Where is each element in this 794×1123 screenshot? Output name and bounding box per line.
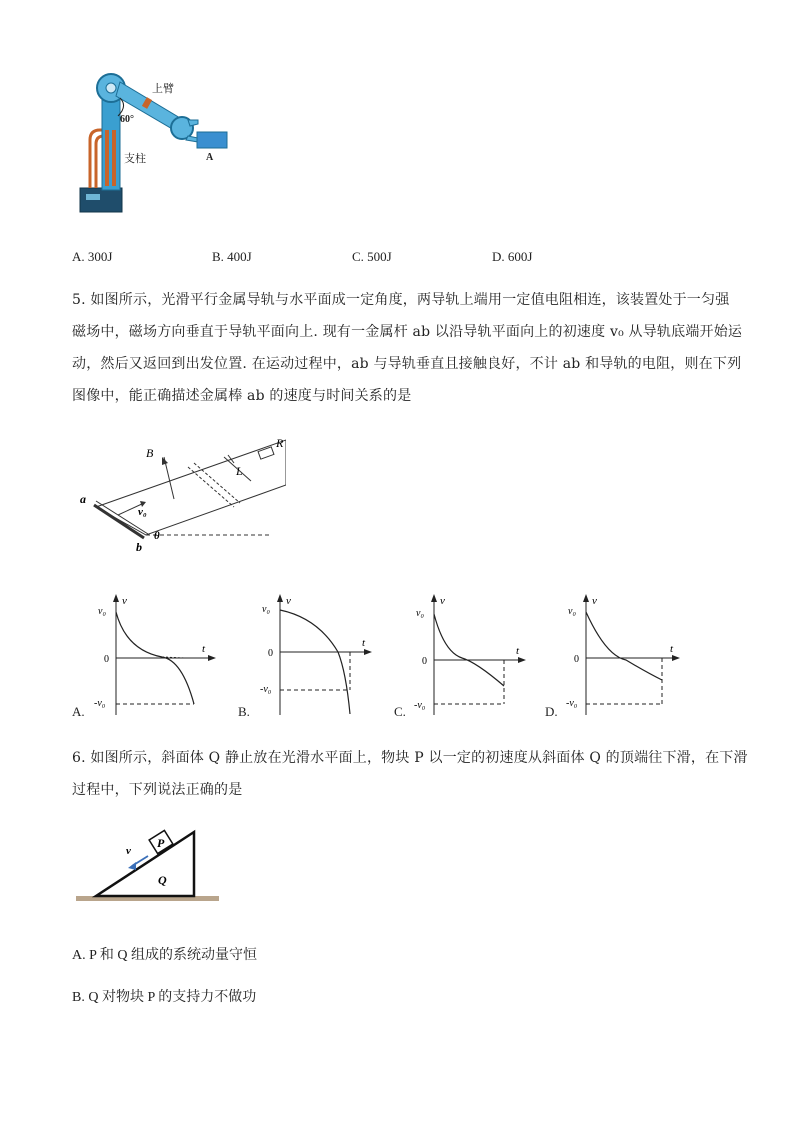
rail-label-v0: v₀ bbox=[138, 506, 147, 518]
graph-b-v-label: v bbox=[286, 595, 291, 607]
q4-option-c: C. 500J bbox=[352, 249, 392, 264]
rail-figure bbox=[76, 435, 286, 555]
graph-b bbox=[258, 590, 388, 720]
graph-b-v0-label: v₀ bbox=[262, 604, 270, 615]
graph-c-neg-v0-label: -v₀ bbox=[414, 700, 426, 711]
graph-c bbox=[412, 590, 542, 720]
graph-a-t-label: t bbox=[202, 643, 206, 655]
label-angle: 60° bbox=[120, 114, 134, 125]
graph-c-v0-label: v₀ bbox=[416, 608, 424, 619]
rail-label-r: R bbox=[276, 436, 284, 450]
graph-c-v-label: v bbox=[440, 595, 445, 607]
q5-line-2: 磁场中，磁场方向垂直于导轨平面向上. 现有一金属杆 ab 以沿导轨平面向上的初速度 v₀ 从导轨底端开始运 bbox=[72, 324, 743, 340]
graph-d bbox=[566, 590, 696, 720]
graph-d-neg-v0-label: -v₀ bbox=[566, 698, 578, 709]
graph-d-v0-label: v₀ bbox=[568, 606, 576, 617]
q4-option-a: A. 300J bbox=[72, 249, 113, 264]
label-arm: 上臂 bbox=[152, 83, 174, 95]
q5-line-4: 图像中，能正确描述金属棒 ab 的速度与时间关系的是 bbox=[72, 388, 412, 404]
graph-d-t-label: t bbox=[670, 643, 674, 655]
graph-b-option: B. bbox=[238, 704, 250, 719]
graph-a-zero-label: 0 bbox=[104, 654, 109, 665]
q4-option-b: B. 400J bbox=[212, 249, 252, 264]
graph-a-v0-label: v₀ bbox=[98, 606, 106, 617]
q6-option-b: B. Q 对物块 P 的支持力不做功 bbox=[72, 990, 257, 1005]
graph-a bbox=[92, 590, 222, 720]
graph-a-v-label: v bbox=[122, 595, 127, 607]
q6-line-2: 过程中，下列说法正确的是 bbox=[72, 782, 243, 798]
graph-a-neg-v0-label: -v₀ bbox=[94, 698, 106, 709]
rail-label-b: b bbox=[136, 540, 142, 554]
incline-figure bbox=[76, 826, 221, 911]
q5-line-1: 5. 如图所示，光滑平行金属导轨与水平面成一定角度，两导轨上端用一定值电阻相连，该装置处于一匀强 bbox=[72, 292, 730, 308]
robot-arm-figure bbox=[72, 70, 242, 215]
q5-question bbox=[72, 290, 743, 407]
q5-line-3: 动，然后又返回到出发位置. 在运动过程中，ab 与导轨垂直且接触良好，不计 ab 和导轨的电阻，则在下列 bbox=[72, 356, 742, 372]
incline-label-p: P bbox=[157, 836, 165, 850]
graph-c-option: C. bbox=[394, 704, 406, 719]
rail-label-a: a bbox=[80, 492, 86, 506]
q4-option-d: D. 600J bbox=[492, 249, 533, 264]
graph-b-t-label: t bbox=[362, 637, 366, 649]
rail-label-b-field: B bbox=[146, 446, 154, 460]
q6-option-a: A. P 和 Q 组成的系统动量守恒 bbox=[72, 948, 257, 963]
incline-label-v: v bbox=[126, 845, 131, 857]
graph-c-t-label: t bbox=[516, 645, 520, 657]
q6-question bbox=[72, 748, 748, 801]
label-pillar: 支柱 bbox=[124, 153, 146, 165]
rail-label-l: L bbox=[236, 464, 243, 478]
incline-label-q: Q bbox=[158, 873, 167, 887]
graph-d-v-label: v bbox=[592, 595, 597, 607]
q6-line-1: 6. 如图所示，斜面体 Q 静止放在光滑水平面上，物块 P 以一定的初速度从斜面体 Q 的顶端往下滑，在下滑 bbox=[72, 750, 748, 766]
graph-b-neg-v0-label: -v₀ bbox=[260, 684, 272, 695]
graph-d-zero-label: 0 bbox=[574, 654, 579, 665]
graph-d-option: D. bbox=[545, 704, 558, 719]
graph-c-zero-label: 0 bbox=[422, 656, 427, 667]
label-a: A bbox=[206, 152, 214, 163]
graph-b-zero-label: 0 bbox=[268, 648, 273, 659]
rail-label-theta: θ bbox=[154, 530, 160, 542]
graph-a-option: A. bbox=[72, 704, 85, 719]
